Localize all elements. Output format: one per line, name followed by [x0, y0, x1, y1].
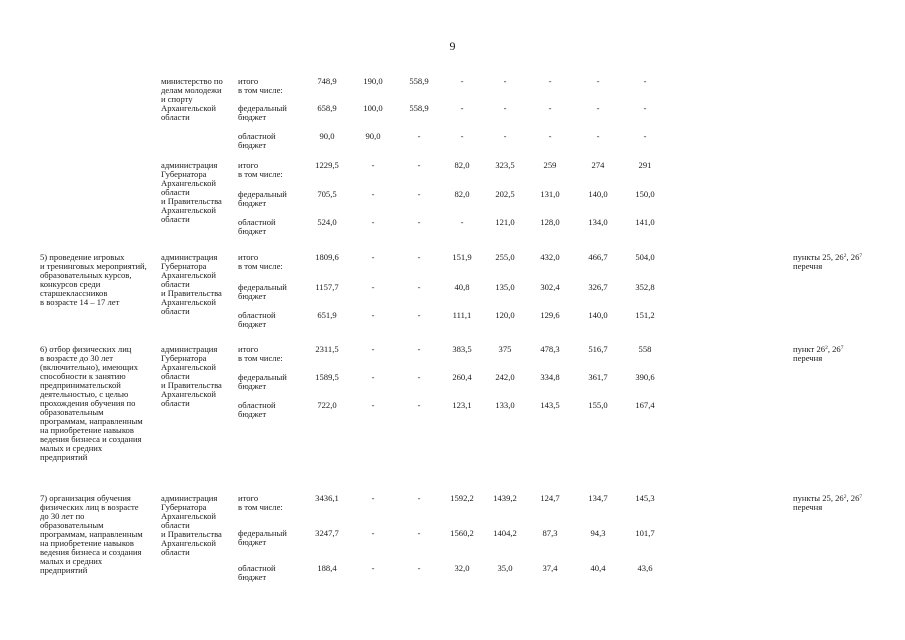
amount-cell: - — [417, 493, 421, 503]
reference-list-word: перечня — [793, 502, 823, 512]
amount-cell: 82,0 — [454, 160, 470, 170]
amount-cell: 524,0 — [317, 217, 337, 227]
amount-cell: 133,0 — [495, 400, 515, 410]
amount-cell: 190,0 — [363, 76, 383, 86]
amount-cell: 131,0 — [540, 189, 560, 199]
page-number: 9 — [449, 39, 456, 53]
amount-cell: - — [643, 103, 647, 113]
amount-cell: - — [371, 282, 375, 292]
amount-cell: 1592,2 — [450, 493, 474, 503]
funding-source-label: итого в том числе: — [238, 160, 283, 179]
amount-cell: 1809,6 — [315, 252, 339, 262]
amount-cell: 466,7 — [588, 252, 608, 262]
executor-text: администрация Губернатора Архангельской области и Правительства Архангельской области — [161, 160, 222, 224]
reference-part: 2 — [843, 253, 847, 259]
amount-cell: - — [371, 563, 375, 573]
amount-cell: 705,5 — [317, 189, 337, 199]
amount-cell: 558 — [638, 344, 652, 354]
amount-cell: - — [417, 131, 421, 141]
funding-source-label: областной бюджет — [238, 217, 276, 236]
amount-cell: - — [417, 344, 421, 354]
amount-cell: - — [596, 76, 600, 86]
amount-cell: 141,0 — [635, 217, 655, 227]
amount-cell: - — [417, 400, 421, 410]
amount-cell: - — [503, 76, 507, 86]
amount-cell: 1589,5 — [315, 372, 339, 382]
funding-source-label: областной бюджет — [238, 131, 276, 150]
amount-cell: 390,6 — [635, 372, 655, 382]
amount-cell: - — [371, 400, 375, 410]
amount-cell: 361,7 — [588, 372, 608, 382]
amount-cell: 167,4 — [635, 400, 655, 410]
amount-cell: 87,3 — [542, 528, 558, 538]
amount-cell: - — [503, 103, 507, 113]
funding-source-label: областной бюджет — [238, 400, 276, 419]
amount-cell: 128,0 — [540, 217, 560, 227]
amount-cell: - — [417, 160, 421, 170]
amount-cell: - — [643, 131, 647, 141]
amount-cell: - — [548, 103, 552, 113]
amount-cell: 134,0 — [588, 217, 608, 227]
amount-cell: - — [503, 131, 507, 141]
amount-cell: 134,7 — [588, 493, 608, 503]
amount-cell: 202,5 — [495, 189, 515, 199]
amount-cell: 375 — [498, 344, 512, 354]
amount-cell: 143,5 — [540, 400, 560, 410]
amount-cell: - — [371, 217, 375, 227]
amount-cell: 145,3 — [635, 493, 655, 503]
amount-cell: - — [460, 76, 464, 86]
amount-cell: - — [417, 282, 421, 292]
amount-cell: - — [371, 189, 375, 199]
amount-cell: - — [371, 493, 375, 503]
executor-text: министерство по делам молодежи и спорту Архангельской области — [161, 76, 223, 122]
list-reference — [793, 253, 862, 271]
amount-cell: - — [417, 189, 421, 199]
amount-cell: 722,0 — [317, 400, 337, 410]
funding-source-label: федеральный бюджет — [238, 372, 287, 391]
reference-part: 7 — [840, 345, 844, 351]
funding-source-label: федеральный бюджет — [238, 528, 287, 547]
reference-part: пункты 25, 26 — [793, 252, 844, 262]
amount-cell: 323,5 — [495, 160, 515, 170]
amount-cell: 334,8 — [540, 372, 560, 382]
amount-cell: 140,0 — [588, 189, 608, 199]
amount-cell: - — [371, 372, 375, 382]
amount-cell: 40,4 — [590, 563, 606, 573]
amount-cell: - — [417, 563, 421, 573]
amount-cell: 121,0 — [495, 217, 515, 227]
reference-part: , 26 — [827, 344, 841, 354]
amount-cell: 32,0 — [454, 563, 470, 573]
amount-cell: - — [417, 252, 421, 262]
amount-cell: 150,0 — [635, 189, 655, 199]
amount-cell: 151,2 — [635, 310, 655, 320]
amount-cell: 1439,2 — [493, 493, 517, 503]
amount-cell: 43,6 — [637, 563, 653, 573]
amount-cell: - — [417, 217, 421, 227]
amount-cell: 302,4 — [540, 282, 560, 292]
amount-cell: - — [460, 103, 464, 113]
amount-cell: 432,0 — [540, 252, 560, 262]
amount-cell: 135,0 — [495, 282, 515, 292]
funding-source-label: федеральный бюджет — [238, 189, 287, 208]
amount-cell: 274 — [591, 160, 605, 170]
measure-text: 6) отбор физических лиц в возрасте до 30 лет (включительно), имеющих способности к занятию предпринимательской деятельностью, с целью прохождения обучения по образовательным программам, направленным на приобретение навыков ведения бизнеса и создания малых и средних предприятий — [40, 344, 143, 462]
funding-source-label: федеральный бюджет — [238, 103, 287, 122]
amount-cell: 129,6 — [540, 310, 560, 320]
funding-source-label: итого в том числе: — [238, 252, 283, 271]
reference-part: пункты 25, 26 — [793, 493, 844, 503]
amount-cell: - — [417, 528, 421, 538]
amount-cell: - — [371, 344, 375, 354]
amount-cell: 504,0 — [635, 252, 655, 262]
reference-part: 7 — [859, 253, 863, 259]
amount-cell: - — [371, 310, 375, 320]
amount-cell: 151,9 — [452, 252, 472, 262]
amount-cell: 100,0 — [363, 103, 383, 113]
funding-source-label: итого в том числе: — [238, 344, 283, 363]
amount-cell: 3436,1 — [315, 493, 339, 503]
amount-cell: 155,0 — [588, 400, 608, 410]
reference-part: , 26 — [846, 252, 860, 262]
amount-cell: 1560,2 — [450, 528, 474, 538]
reference-part: 2 — [843, 494, 847, 500]
amount-cell: - — [643, 76, 647, 86]
amount-cell: 242,0 — [495, 372, 515, 382]
amount-cell: 260,4 — [452, 372, 472, 382]
executor-text: администрация Губернатора Архангельской области и Правительства Архангельской области — [161, 344, 222, 408]
amount-cell: 35,0 — [497, 563, 513, 573]
amount-cell: 111,1 — [452, 310, 472, 320]
reference-part: 7 — [859, 494, 863, 500]
amount-cell: 383,5 — [452, 344, 472, 354]
amount-cell: 124,7 — [540, 493, 560, 503]
amount-cell: 2311,5 — [315, 344, 339, 354]
reference-part: 2 — [825, 345, 828, 351]
amount-cell: - — [417, 372, 421, 382]
amount-cell: 101,7 — [635, 528, 655, 538]
amount-cell: - — [596, 103, 600, 113]
amount-cell: 516,7 — [588, 344, 608, 354]
funding-source-label: федеральный бюджет — [238, 282, 287, 301]
amount-cell: - — [548, 76, 552, 86]
reference-list-word: перечня — [793, 261, 823, 271]
amount-cell: - — [417, 310, 421, 320]
amount-cell: 352,8 — [635, 282, 655, 292]
executor-text: администрация Губернатора Архангельской области и Правительства Архангельской области — [161, 252, 222, 316]
amount-cell: - — [371, 528, 375, 538]
amount-cell: 259 — [543, 160, 557, 170]
amount-cell: - — [596, 131, 600, 141]
amount-cell: 326,7 — [588, 282, 608, 292]
amount-cell: 82,0 — [454, 189, 470, 199]
amount-cell: 120,0 — [495, 310, 515, 320]
amount-cell: 1229,5 — [315, 160, 339, 170]
list-reference — [793, 345, 843, 363]
list-reference — [793, 494, 862, 512]
amount-cell: 558,9 — [409, 103, 429, 113]
amount-cell: 651,9 — [317, 310, 337, 320]
amount-cell: 255,0 — [495, 252, 515, 262]
funding-source-label: областной бюджет — [238, 563, 276, 582]
measure-text: 7) организация обучения физических лиц в возрасте до 30 лет по образовательным программам, направленным на приобретение навыков ведения бизнеса и создания малых и средних предприятий — [40, 493, 143, 575]
amount-cell: 90,0 — [319, 131, 335, 141]
amount-cell: 658,9 — [317, 103, 337, 113]
amount-cell: 188,4 — [317, 563, 337, 573]
funding-source-label: итого в том числе: — [238, 493, 283, 512]
executor-text: администрация Губернатора Архангельской области и Правительства Архангельской области — [161, 493, 222, 557]
amount-cell: 140,0 — [588, 310, 608, 320]
amount-cell: - — [371, 160, 375, 170]
amount-cell: 3247,7 — [315, 528, 339, 538]
amount-cell: 1404,2 — [493, 528, 517, 538]
amount-cell: - — [460, 217, 464, 227]
amount-cell: 40,8 — [454, 282, 470, 292]
funding-source-label: итого в том числе: — [238, 76, 283, 95]
amount-cell: - — [371, 252, 375, 262]
amount-cell: - — [548, 131, 552, 141]
amount-cell: 123,1 — [452, 400, 472, 410]
measure-text: 5) проведение игровых и тренинговых мероприятий, образовательных курсов, конкурсов среди старшеклассников в возрасте 14 – 17 лет — [40, 252, 147, 307]
amount-cell: 1157,7 — [315, 282, 339, 292]
amount-cell: 291 — [638, 160, 652, 170]
amount-cell: - — [460, 131, 464, 141]
amount-cell: 37,4 — [542, 563, 558, 573]
amount-cell: 94,3 — [590, 528, 606, 538]
amount-cell: 558,9 — [409, 76, 429, 86]
reference-part: , 26 — [846, 493, 860, 503]
amount-cell: 478,3 — [540, 344, 560, 354]
amount-cell: 90,0 — [365, 131, 381, 141]
funding-source-label: областной бюджет — [238, 310, 276, 329]
reference-list-word: перечня — [793, 353, 823, 363]
amount-cell: 748,9 — [317, 76, 337, 86]
reference-part: пункт 26 — [793, 344, 826, 354]
